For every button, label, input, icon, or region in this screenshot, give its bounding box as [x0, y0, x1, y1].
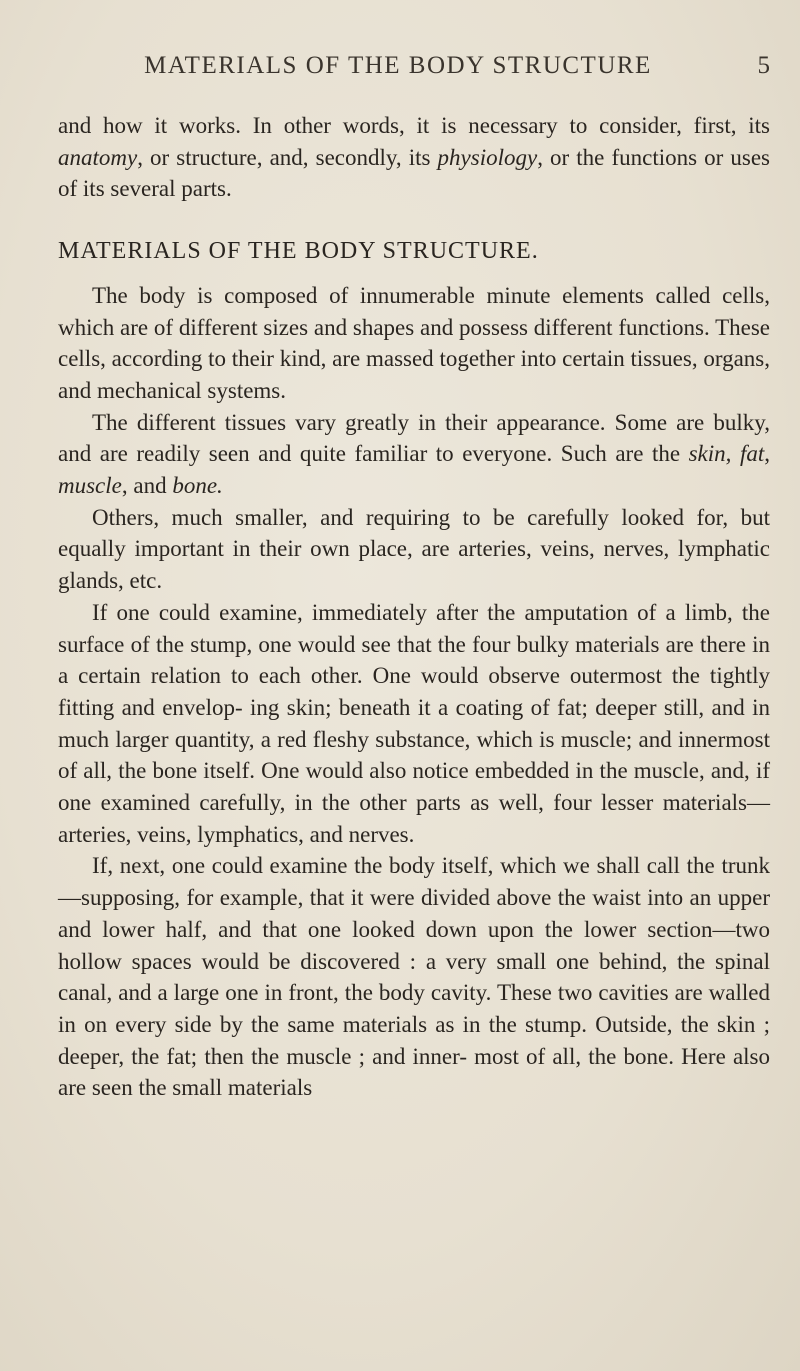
- tissues-text-3: , and: [121, 473, 173, 499]
- paragraph-smaller-tissues: Others, much smaller, and requiring to be carefully looked for, but equally important in their own place, are arteries, veins, nerves, lymphatic glands, etc.: [58, 504, 770, 594]
- term-anatomy: anatomy: [58, 144, 138, 170]
- opening-paragraph: [58, 110, 770, 205]
- tissues-text-2: ,: [764, 441, 770, 467]
- body-text: [58, 110, 770, 1104]
- opening-text-2: , or structure, and, secondly, its: [137, 144, 438, 170]
- term-skin-fat: skin, fat: [688, 441, 765, 467]
- term-muscle: muscle: [58, 473, 122, 499]
- page-number: 5: [757, 52, 770, 79]
- section-heading: MATERIALS OF THE BODY STRUCTURE.: [58, 238, 539, 265]
- paragraph-amputation: If one could examine, immediately after the amputation of a limb, the surface of the stump, one would see that the four bulky materials are there in a certain relation to each other. One would observe outermost the tightly fitting and envelop- ing skin; beneath it a coating of fat; deeper still, and in much larger quantity, a red fleshy substance, which is muscle; and innermost of all, the bone itself. One would also notice embedded in the muscle, and, if one examined carefully, in the other parts as well, four lesser materials—arteries, veins, lymphatics, and nerves.: [58, 599, 770, 847]
- term-bone: bone.: [172, 473, 223, 499]
- opening-text-3: , or the functions or uses of its several parts.: [58, 144, 770, 202]
- paragraph-cells: The body is composed of innumerable minute elements called cells, which are of different sizes and shapes and possess different functions. These cells, according to their kind, are massed together into certain tissues, organs, and mechanical systems.: [58, 282, 770, 403]
- term-physiology: physiology: [437, 144, 538, 170]
- tissues-text-1: The different tissues vary greatly in their appearance. Some are bulky, and are readily seen and quite familiar to everyone. Such are the: [58, 409, 770, 467]
- running-head: [58, 52, 770, 86]
- paragraph-trunk: If, next, one could examine the body itself, which we shall call the trunk—supposing, for example, that it were divided above the waist into an upper and lower half, and that one looked down upon the lower section—two hollow spaces would be discovered : a very small one behind, the spinal canal, and a large one in front, the body cavity. These two cavities are walled in on every side by the same materials as in the stump. Outside, the skin ; deeper, the fat; then the muscle ; and inner- most of all, the bone. Here also are seen the small materials: [58, 853, 770, 1101]
- paragraph-tissues: [58, 407, 770, 502]
- opening-text-1: and how it works. In other words, it is necessary to consider, first, its: [58, 113, 770, 138]
- running-title: MATERIALS OF THE BODY STRUCTURE: [144, 52, 652, 79]
